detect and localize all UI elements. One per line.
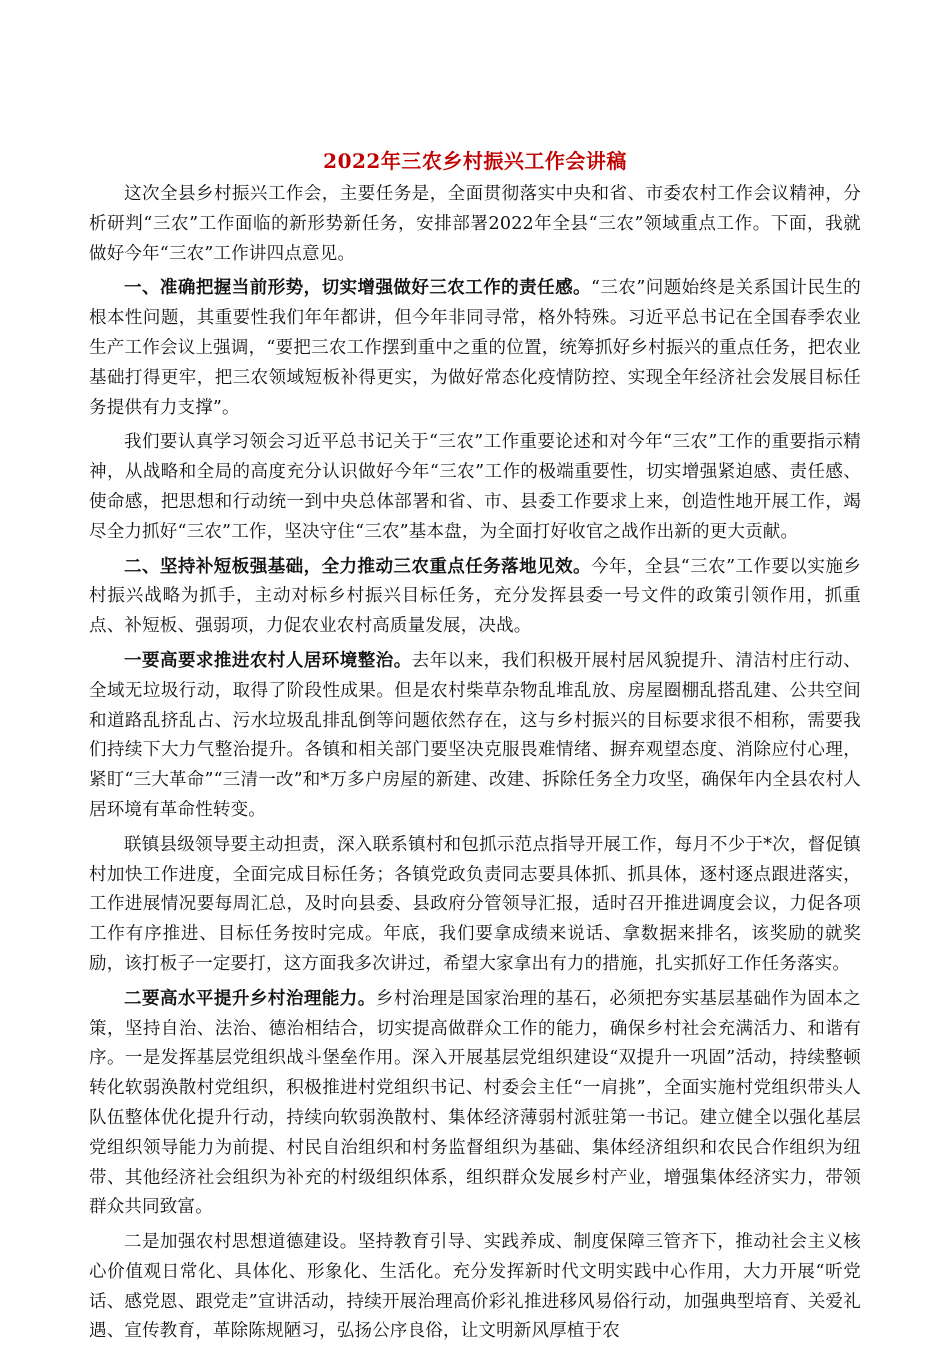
section-heading: 二、坚持补短板强基础，全力推动三农重点任务落地见效。 [124,556,591,577]
paragraph-intro [89,180,861,269]
paragraph-text: “三农”问题始终是关系国计民生的根本性问题，其重要性我们年年都讲，但今年非同寻常，格外特殊。习近平总书记在全国春季农业生产工作会议上强调，“要把三农工作摆到重中之重的位置，统筹抓好乡村振兴的重点任务，把农业基础打得更牢，把三农领域短板补得更实，为做好常态化疫情防控、实现全年经济社会发展目标任务提供有力支撑”。 [89,278,862,418]
paragraph-morality [89,1228,861,1347]
paragraph-text: 乡村治理是国家治理的基石，必须把夯实基层基础作为固本之策，坚持自治、法治、德治相结合，切实提高做群众工作的能力，确保乡村社会充满活力、和谐有序。一是发挥基层党组织战斗堡垒作用。深入开展基层党组织建设“双提升一巩固”活动，持续整顿转化软弱涣散村党组织，积极推进村党组织书记、村委会主任“一肩挑”，全面实施村党组织带头人队伍整体优化提升行动，持续向软弱涣散村、集体经济薄弱村派驻第一书记。建立健全以强化基层党组织领导能力为前提、村民自治组织和村务监督组织为基础、集体经济组织和农民合作组织为纽带、其他经济社会组织为补充的村级组织体系，组织群众发展乡村产业，增强集体经济实力，带领群众共同致富。 [89,988,861,1218]
paragraph-text: 这次全县乡村振兴工作会，主要任务是，全面贯彻落实中央和省、市委农村工作会议精神，分析研判“三农”工作面临的新形势新任务，安排部署2022年全县“三农”领域重点工作。下面，我就做好今年“三农”工作讲四点意见。 [89,184,861,264]
paragraph-text: 二是加强农村思想道德建设。坚持教育引导、实践养成、制度保障三管齐下，推动社会主义核心价值观日常化、具体化、形象化、生活化。充分发挥新时代文明实践中心作用，大力开展“听党话、感党恩、跟党走”宣讲活动，持续开展治理高价彩礼推进移风易俗行动，加强典型培育、关爱礼遇、宣传教育，革除陈规陋习，弘扬公序良俗，让文明新风厚植于农 [89,1232,861,1342]
paragraph-environment [89,647,861,826]
section-heading: 一、准确把握当前形势，切实增强做好三农工作的责任感。 [124,278,591,299]
paragraph-text: 我们要认真学习领会习近平总书记关于“三农”工作重要论述和对今年“三农”工作的重要指示精神，从战略和全局的高度充分认识做好今年“三农”工作的极端重要性，切实增强紧迫感、责任感、使命感，把思想和行动统一到中央总体部署和省、市、县委工作要求上来，创造性地开展工作，竭尽全力抓好“三农”工作，坚决守住“三农”基本盘，为全面打好收官之战作出新的更大贡献。 [89,432,861,542]
document-title: 2022年三农乡村振兴工作会讲稿 [323,149,627,173]
paragraph-text: 今年，全县“三农”工作要以实施乡村振兴战略为抓手，主动对标乡村振兴目标任务，充分发挥县委一号文件的政策引领作用，抓重点、补短板、强弱项，力促农业农村高质量发展，决战。 [89,556,862,637]
subsection-heading: 二要高水平提升乡村治理能力。 [124,988,376,1009]
paragraph-section-2 [89,553,861,642]
paragraph-governance [89,985,861,1223]
subsection-heading: 一要高要求推进农村人居环境整治。 [124,650,412,671]
paragraph-section-1 [89,274,861,423]
document-body [89,180,861,1352]
paragraph-text: 联镇县级领导要主动担责，深入联系镇村和包抓示范点指导开展工作，每月不少于*次，督促镇村加快工作进度，全面完成目标任务；各镇党政负责同志要具体抓、抓具体，逐村逐点跟进落实，工作进展情况要每周汇总，及时向县委、县政府分管领导汇报，适时召开推进调度会议，力促各项工作有序推进、目标任务按时完成。年底，我们要拿成绩来说话、拿数据来排名，该奖励的就奖励，该打板子一定要打，这方面我多次讲过，希望大家拿出有力的措施，扎实抓好工作任务落实。 [89,834,861,974]
paragraph-text: 去年以来，我们积极开展村居风貌提升、清洁村庄行动、全域无垃圾行动，取得了阶段性成果。但是农村柴草杂物乱堆乱放、房屋圈棚乱搭乱建、公共空间和道路乱挤乱占、污水垃圾乱排乱倒等问题依然存在，这与乡村振兴的目标要求很不相称，需要我们持续下大力气整治提升。各镇和相关部门要坚决克服畏难情绪、摒弃观望态度、消除应付心理，紧盯“三大革命”“三清一改”和*万多户房屋的新建、改建、拆除任务全力攻坚，确保年内全县农村人居环境有革命性转变。 [89,650,861,820]
paragraph-study [89,428,861,547]
paragraph-leaders [89,831,861,980]
